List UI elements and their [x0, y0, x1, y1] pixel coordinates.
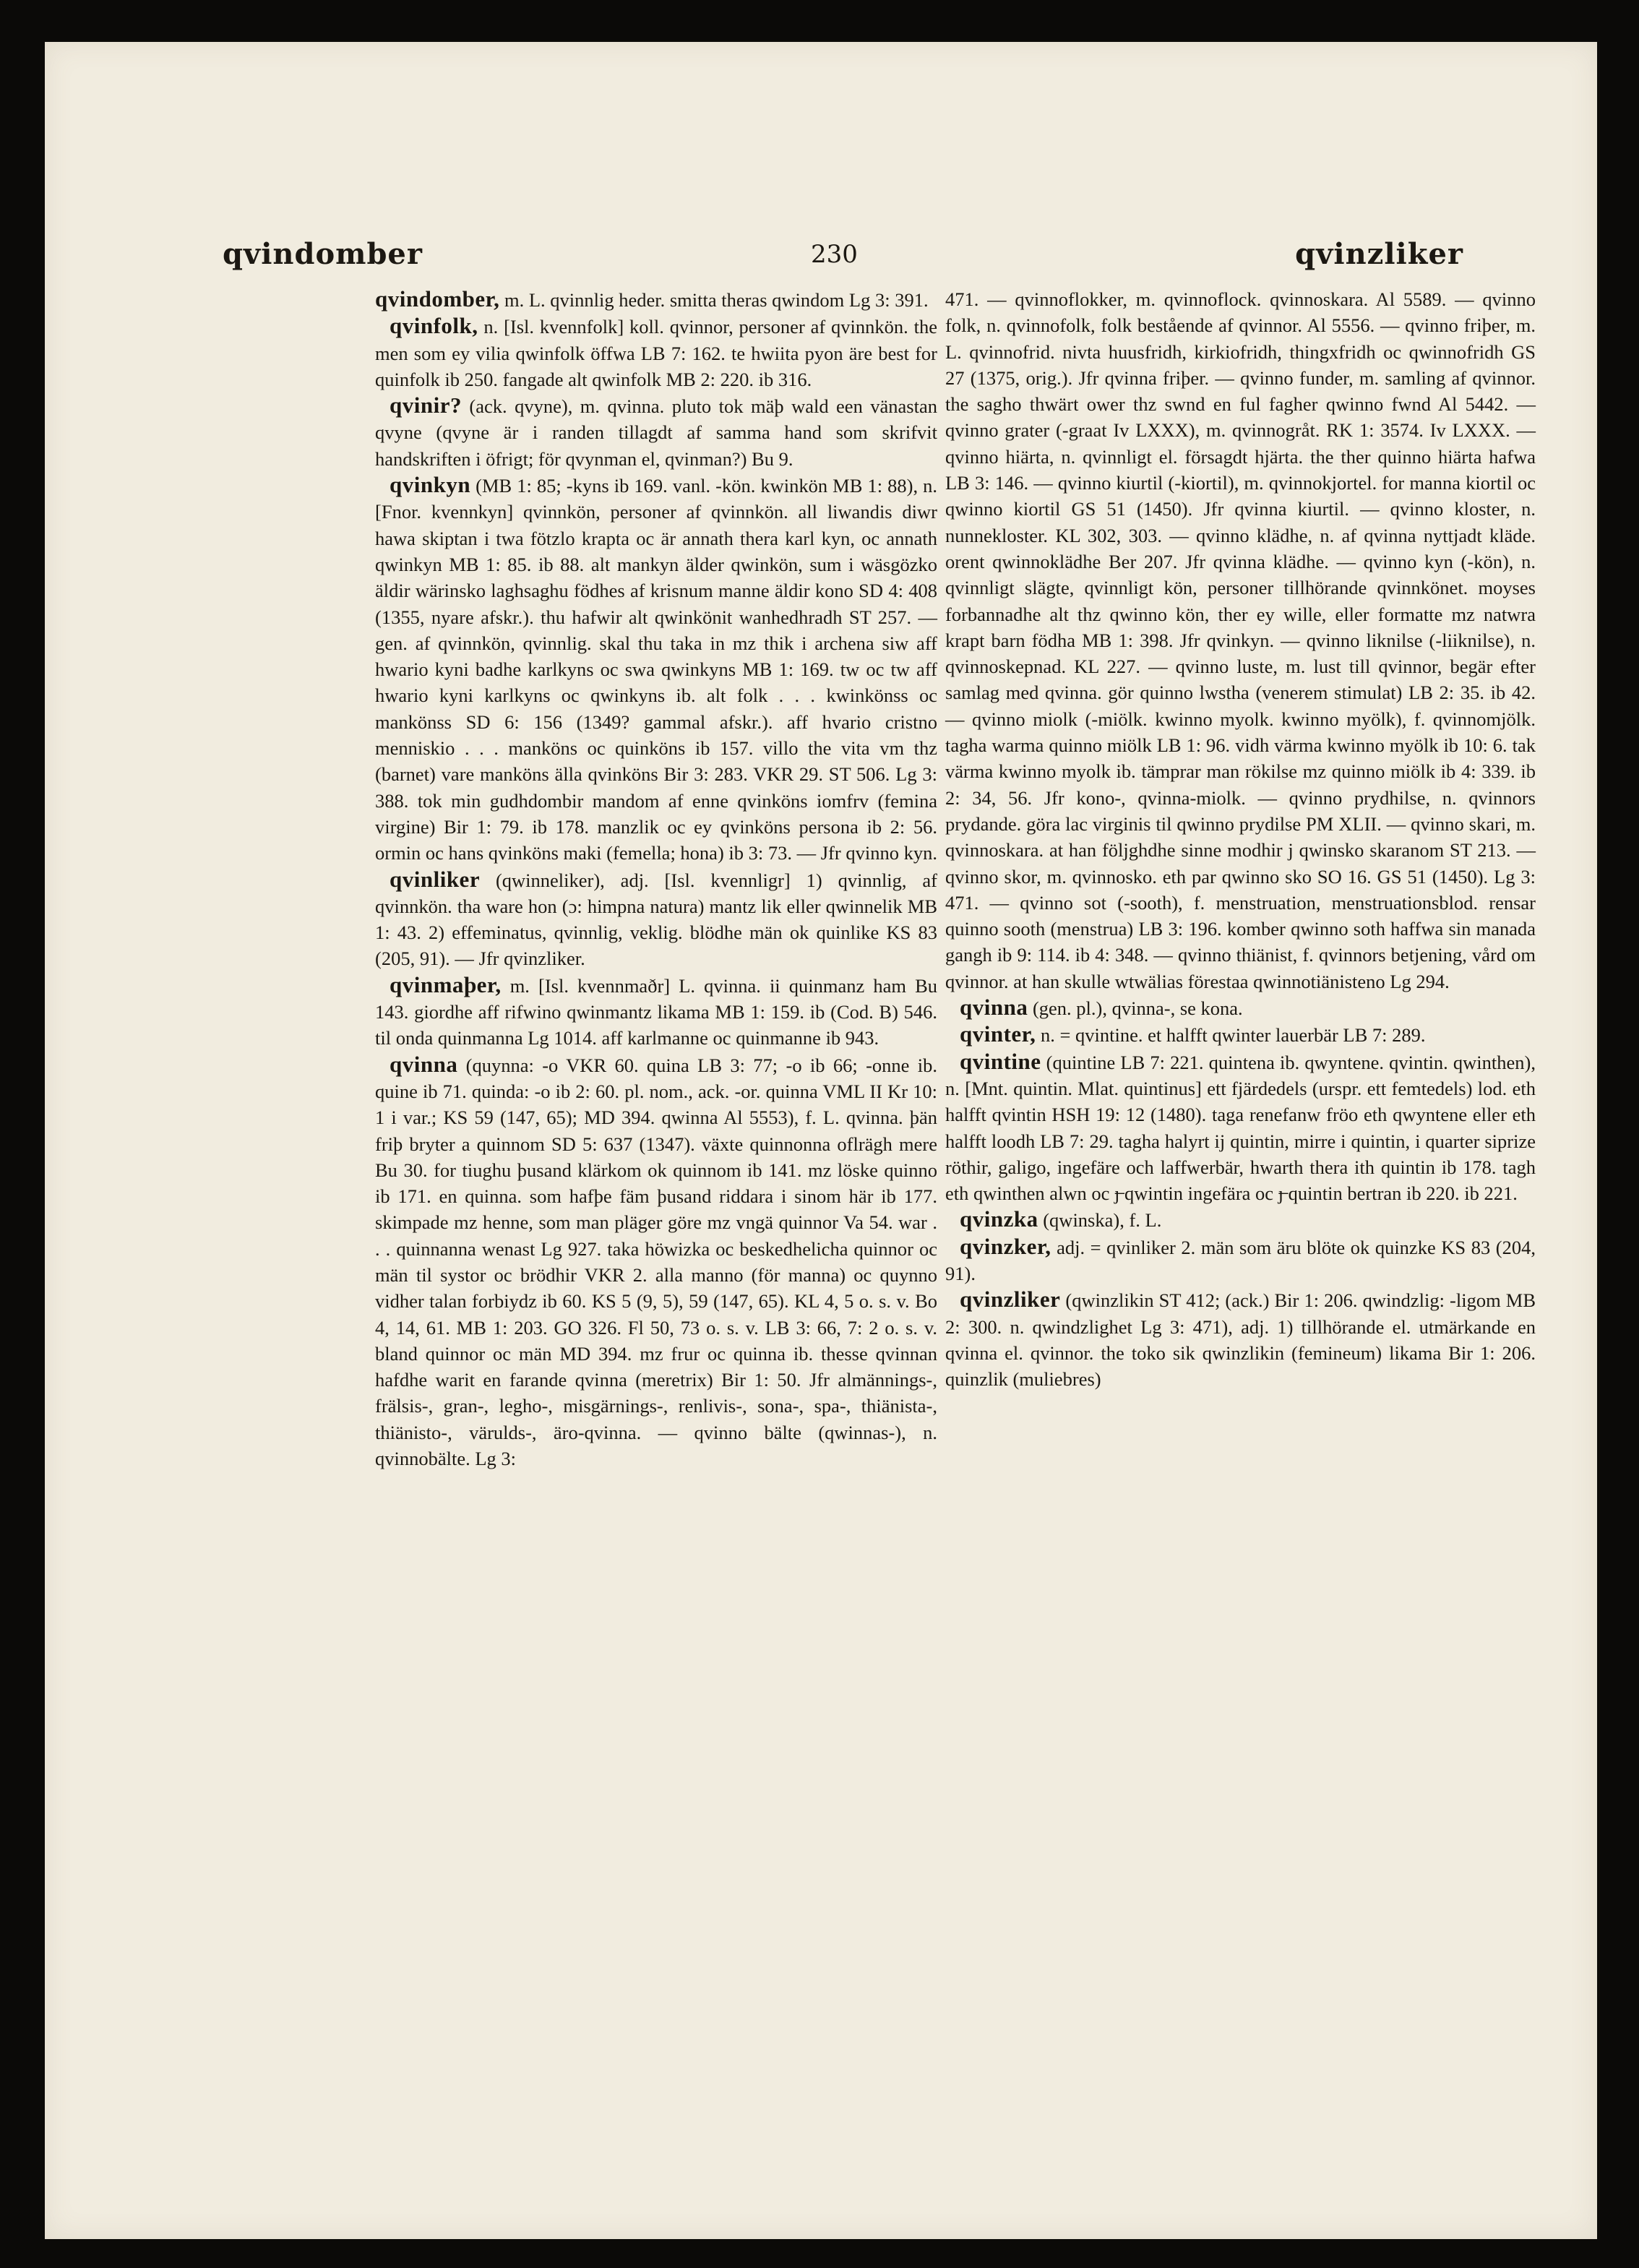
dictionary-entry: [375, 286, 937, 313]
entry-body: n. = qvintine. et halfft qwinter lauerbär LB 7: 289.: [1036, 1024, 1426, 1047]
entry-body: n. [Isl. kvennfolk] koll. qvinnor, personer af qvinnkön. the men som ey vilia qwinfolk öffwa LB 7: 162. te hwiita pyon äre best for quinfolk ib 250. fangade alt qwinfolk MB 2: 220. ib 316.: [375, 316, 937, 390]
entry-headword: qvinkyn: [390, 472, 471, 498]
dictionary-entry: [945, 1049, 1536, 1207]
entry-headword: qvinzka: [960, 1206, 1038, 1232]
entry-body: m. [Isl. kvennmaðr] L. qvinna. ii quinmanz ham Bu 143. giordhe aff rifwino qwinmantz likama MB 1: 159. ib (Cod. B) 546. til onda quinmanna Lg 1014. aff karlmanne oc quinmanne ib 943.: [375, 974, 937, 1049]
entry-headword: qvinzliker: [960, 1287, 1061, 1313]
dictionary-page: [45, 42, 1597, 2239]
entry-headword: qvinna: [960, 995, 1028, 1021]
entry-headword: qvinna: [390, 1051, 458, 1077]
entry-body: (gen. pl.), qvinna-, se kona.: [1028, 997, 1243, 1020]
dictionary-entry: [945, 1021, 1536, 1048]
page-header: [45, 237, 1597, 280]
header-left-guide-word: qvindomber: [223, 237, 423, 271]
entry-body: (quintine LB 7: 221. quintena ib. qwyntene. qvintin. qwinthen), n. [Mnt. quintin. Mlat. quintinus] ett fjärdedels (urspr. ett femtedels) lod. eth halfft qvintin HSH 19: 12 (1480). taga renefanw fröo eth qwyntene eller eth halfft loodh LB 7: 29. tagha halyrt ij quintin, mirre i quintin, i quarter siprize röthir, galigo, ingefäre och laffwerbär, hwarth thera ith quintin ib 178. tagh eth qwinthen alwn oc ȷ̶ qwintin ingefära oc ȷ̶ quintin bertran ib 220. ib 221.: [945, 1051, 1536, 1205]
dictionary-entry: [375, 472, 937, 866]
dictionary-entry: [375, 867, 937, 972]
entry-body: m. L. qvinnlig heder. smitta theras qwindom Lg 3: 391.: [499, 289, 929, 311]
entry-body: (qwinzlikin ST 412; (ack.) Bir 1: 206. qwindzlig: -ligom MB 2: 300. n. qwindzlighet Lg 3: 471), adj. 1) tillhörande el. utmärkande en qvinna el. qvinnor. the toko sik qwinzlikin (femineum) likama Bir 1: 206. quinzlik (muliebres): [945, 1289, 1536, 1391]
dictionary-entry: [945, 1287, 1536, 1392]
dictionary-entry: [945, 1234, 1536, 1287]
entry-headword: qvinir?: [390, 392, 462, 418]
dictionary-entry: [375, 313, 937, 392]
entry-body: (qwinneliker), adj. [Isl. kvennligr] 1) qvinnlig, af qvinnkön. tha ware hon (ɔ: himpna natura) mantz lik eller qwinnelik MB 1: 43. 2) effeminatus, qvinnlig, veklig. blödhe män ok quinlike KS 83 (205, 91). — Jfr qvinzliker.: [375, 869, 937, 970]
dictionary-entry: [375, 392, 937, 472]
header-right-guide-word: qvinzliker: [1295, 237, 1463, 271]
entry-body: (ack. qvyne), m. qvinna. pluto tok mäþ wald een vänastan qvyne (qvyne är i randen tillagdt af samma hand som skrifvit handskriften i öfrigt; för qvynman el, qvinman?) Bu 9.: [375, 395, 937, 470]
dictionary-entry: [375, 1052, 937, 1472]
entry-headword: qvinfolk,: [390, 313, 478, 339]
right-column: [945, 286, 1536, 1392]
entry-headword: qvindomber,: [375, 286, 500, 312]
entry-headword: qvinliker: [390, 866, 481, 892]
entry-body: (quynna: -o VKR 60. quina LB 3: 77; -o ib 66; -onne ib. quine ib 71. quinda: -o ib 2: 60. pl. nom., ack. -or. quinna VML II Kr 10: 1 i var.; KS 59 (147, 65); MD 394. qwinna Al 5553), f. L. qvinna. þän friþ bryter a quinnom SD 5: 637 (1347). växte quinnonna oflrägh mere Bu 30. for tiughu þusand klärkom ok quinnom ib 141. mz löske quinno ib 171. en quinna. som hafþe fäm þusand riddara i sinom här ib 177. skimpade mz henne, som man pläger göre mz vngä quinnor Va 54. war . . . quinnanna wenast Lg 927. taka höwizka oc beskedhelicha quinnor oc män til systor oc brödhir VKR 2. alla manno (för manna) oc quynno vidher talan forbiydz ib 60. KS 5 (9, 5), 59 (147, 65). KL 4, 5 o. s. v. Bo 4, 14, 61. MB 1: 203. GO 326. Fl 50, 73 o. s. v. LB 3: 66, 7: 2 o. s. v. bland quinnor oc män MD 394. mz frur oc quinna ib. thesse qvinnan hafdhe warit en farande qvinna (meretrix) Bir 1: 50. Jfr almännings-, frälsis-, gran-, legho-, misgärnings-, renlivis-, sona-, spa-, thiänista-, thiänisto-, värulds-, äro-qvinna. — qvinno bälte (qwinnas-), n. qvinnobälte. Lg 3:: [375, 1054, 937, 1470]
dictionary-entry: [945, 1206, 1536, 1233]
entry-headword: qvinter,: [960, 1021, 1036, 1047]
page-number: 230: [811, 240, 858, 269]
entry-headword: qvinmaþer,: [390, 971, 502, 997]
entry-body: 471. — qvinnoflokker, m. qvinnoflock. qvinnoskara. Al 5589. — qvinno folk, n. qvinnofolk, folk bestående af qvinnor. Al 5556. — qvinno friþer, m. L. qvinnofrid. nivta huusfridh, kirkiofridh, thingxfridh oc qwinnofridh GS 27 (1375, orig.). Jfr qvinna friþer. — qvinno funder, m. samling af qvinnor. the sagho thwärt ower thz swnd en ful fagher qwinno fwnd Al 5442. — qvinno grater (-graat Iv LXXX), m. qvinnogråt. RK 1: 3574. Iv LXXX. — qvinno hiärta, n. qvinnligt el. försagdt hjärta. the ther quinno hiärta hafwa LB 3: 146. — qvinno kiurtil (-kiortil), m. qvinnokjortel. for manna kiortil oc qwinno kiortil GS 51 (1450). Jfr qvinna kiurtil. — qvinno kloster, n. nunnekloster. KL 302, 303. — qvinno klädhe, n. af qvinna nyttjadt kläde. orent qwinnoklädhe Ber 207. Jfr qvinna klädhe. — qvinno kyn (-kön), n. qvinnligt slägte, qvinnligt kön, personer tillhörande qvinnkönet. moyses forbannadhe alt thz qwinno kön, ther ey wille, eller formatte mz natwra krapt barn födha MB 1: 398. Jfr qvinkyn. — qvinno liknilse (-liiknilse), n. qvinnoskepnad. KL 227. — qvinno luste, m. lust till qvinnor, begär efter samlag med qvinna. gör quinno lwstha (venerem stimulat) LB 2: 35. ib 42. — qvinno miolk (-miölk. kwinno myolk. kwinno myölk), f. qvinnomjölk. tagha warma quinno miölk LB 1: 96. vidh värma kwinno myölk ib 10: 6. tak värma kwinno myolk ib. tämprar man rökilse mz quinno miölk ib 4: 339. ib 2: 34, 56. Jfr kono-, qvinna-miolk. — qvinno prydhilse, n. qvinnors prydande. göra lac virginis til qwinno prydilse PM XLII. — qvinno skari, m. qvinnoskara. at han följghdhe sinne modhir j qwinsko skaranom ST 213. — qvinno skor, m. qvinnosko. eth par qwinno sko SO 16. GS 51 (1450). Lg 3: 471. — qvinno sot (-sooth), f. menstruation, menstruationsblod. rensar quinno sooth (menstrua) LB 3: 196. komber qwinno soth haffwa sin manada gangh ib 9: 114. ib 4: 348. — qvinno thiänist, f. qvinnors betjening, vård om qvinnor. at han skulle wtwälias förestaa qwinnotiänisteno Lg 294.: [945, 288, 1536, 992]
entry-headword: qvinzker,: [960, 1233, 1051, 1259]
dictionary-entry-continued: [945, 286, 1536, 995]
dictionary-entry: [945, 995, 1536, 1021]
entry-body: (qwinska), f. L.: [1038, 1209, 1162, 1232]
entry-body: adj. = qvinliker 2. män som äru blöte ok quinzke KS 83 (204, 91).: [945, 1236, 1536, 1284]
left-column: [375, 286, 937, 1472]
entry-headword: qvintine: [960, 1048, 1041, 1074]
dictionary-entry: [375, 972, 937, 1052]
entry-body: (MB 1: 85; -kyns ib 169. vanl. -kön. kwinkön MB 1: 88), n. [Fnor. kvennkyn] qvinnkön, personer af qvinnkön. all liwandis diwr hawa skiptan i twa fötzlo krapta oc är annath thera karl kyn, oc annath qwinkyn MB 1: 85. ib 88. alt mankyn älder qwinkön, sum i wäsgözko äldir wärinsko laghsaghu födhes af krisnum manne äldir kono SD 4: 408 (1355, nyare afskr.). thu hafwir alt qwinkönit wanhedhradh ST 257. — gen. af qvinnkön, qvinnlig. skal thu taka in mz thik i archena siw aff hwario kyni badhe karlkyns oc swa qwinkyns MB 1: 169. tw oc tw aff hwario kyni karlkyns oc qwinkyns ib. alt folk . . . kwinkönss oc mankönss SD 6: 156 (1349? gammal afskr.). aff hvario cristno menniskio . . . manköns oc quinköns ib 157. villo the vita vm thz (barnet) vare manköns älla qvinköns Bir 3: 283. VKR 29. ST 506. Lg 3: 388. tok min gudhdombir mandom af enne qvinköns iomfrv (femina virgine) Bir 1: 79. ib 178. manzlik oc ey qvinköns persona ib 2: 56. ormin oc hans qvinköns maki (femella; hona) ib 3: 73. — Jfr qvinno kyn.: [375, 475, 937, 864]
